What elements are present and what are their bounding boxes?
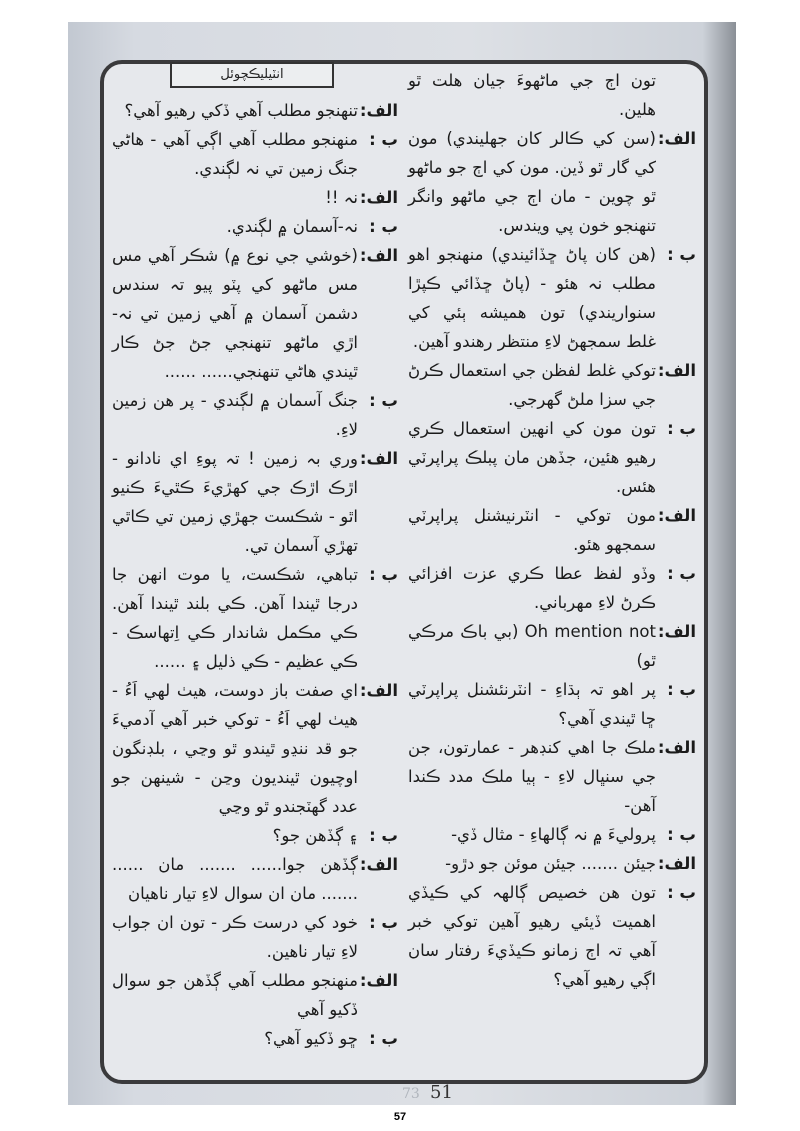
dialogue-text: تنهنجو مطلب آهي ڏکي رهيو آهي؟ <box>124 101 358 120</box>
dialogue-entry <box>112 821 398 850</box>
dialogue-text: ڳڏهن جوا...... ....... مان ...... ....... مان ان سوال لاءِ تيار ناهيان <box>112 855 358 903</box>
dialogue-text: توکي غلط لفظن جي استعمال ڪرڻ جي سزا ملڻ گهرجي. <box>408 361 656 409</box>
dialogue-entry <box>408 820 696 849</box>
dialogue-text: پروليءَ ۾ نہ ڳالهاءِ - مثال ڏي- <box>451 825 656 844</box>
speaker-label: ب : <box>667 419 696 438</box>
speaker-label: الف: <box>359 101 398 120</box>
speaker-label: ب : <box>667 883 696 902</box>
speaker-label <box>656 66 696 124</box>
dialogue-text: تون هن خصيص ڳالهہ کي ڪيڏي اهميت ڏيئي رهيو آهين توکي خبر آهي تہ اڄ زمانو ڪيڏيءَ رفتار سان اڳي رهيو آهي؟ <box>408 883 656 989</box>
dialogue-text: ملڪ جا اهي کنڊهر - عمارتون، جن جي سنڀال لاءِ - ٻيا ملڪ مدد ڪندا آهن- <box>408 738 656 815</box>
dialogue-text: جنگ آسمان ۾ لڳندي - پر هن زمين لاءِ. <box>112 391 358 439</box>
speaker-label: ب : <box>667 680 696 699</box>
dialogue-text: ۽ ڳڏهن جو؟ <box>272 826 358 845</box>
dialogue-entry <box>112 444 398 560</box>
speaker-label: ب : <box>369 565 398 584</box>
speaker-label: الف: <box>657 361 696 380</box>
dialogue-entry <box>408 240 696 356</box>
speaker-label: ب : <box>369 130 398 149</box>
speaker-label: الف: <box>657 854 696 873</box>
right-column <box>408 66 696 994</box>
dialogue-text: وڏو لفظ عطا ڪري عزت افزائي ڪرڻ لاءِ مهرباني. <box>408 564 656 612</box>
dialogue-text: منهنجو مطلب آهي ڳڏهن جو سوال ڏکيو آهي <box>112 971 358 1019</box>
speaker-label: الف: <box>359 246 398 265</box>
dialogue-entry <box>112 212 398 241</box>
dialogue-text: پر اهو تہ ٻڌاءِ - انٽرنئشنل پراپرٽي ڇا ٿيندي آهي؟ <box>408 680 656 728</box>
dialogue-entry <box>112 386 398 444</box>
speaker-label: ب : <box>369 826 398 845</box>
dialogue-text: نہ !! <box>325 188 358 207</box>
dialogue-entry <box>112 1024 398 1053</box>
speaker-label: الف: <box>359 681 398 700</box>
faint-page-number: 73 <box>402 1086 420 1102</box>
dialogue-text: جيئن ....... جيئن موئن جو دڙو- <box>445 854 656 873</box>
dialogue-entry <box>408 124 696 240</box>
speaker-label: ب : <box>369 391 398 410</box>
speaker-label: الف: <box>359 449 398 468</box>
footer-page-number: 57 <box>393 1111 407 1123</box>
dialogue-text: تون مون کي انهين استعمال ڪري رهيو هئين، جڏهن مان پبلڪ پراپرٽي هئس. <box>408 419 656 496</box>
dialogue-entry <box>408 849 696 878</box>
speaker-label: الف: <box>657 622 696 641</box>
dialogue-text: ڇو ڏکيو آهي؟ <box>264 1029 358 1048</box>
speaker-label: الف: <box>359 971 398 990</box>
book-page-number: 51 <box>430 1082 453 1103</box>
running-header: انٽيليڪچوئل <box>170 62 334 88</box>
dialogue-entry <box>408 356 696 414</box>
dialogue-text: خود کي درست ڪر - تون ان جواب لاءِ تيار ناهين. <box>112 913 358 961</box>
speaker-label: ب : <box>667 245 696 264</box>
dialogue-entry <box>112 241 398 386</box>
speaker-label: ب : <box>369 217 398 236</box>
dialogue-entry <box>408 559 696 617</box>
dialogue-text: (هن کان پاڻ ڇڏائيندي) منهنجو اهو مطلب نہ هئو - (پاڻ ڇڏائي ڪپڙا سنواريندي) تون هميشه ٻئي کي غلط سمجهڻ لاءِ منتظر رهندو آهين. <box>408 245 656 351</box>
speaker-label: الف: <box>359 855 398 874</box>
speaker-label: الف: <box>359 188 398 207</box>
dialogue-text: وري بہ زمين ! تہ پوءِ اي نادانو - اڙڪ اڙڪ جي کهڙيءَ ڪٿيءَ ڪنيو اٿو - شڪست جهڙي زمين تي ڪاٿي تهڙي آسمان تي. <box>112 449 358 555</box>
left-column <box>112 96 398 1053</box>
dialogue-entry <box>408 66 696 124</box>
dialogue-entry <box>408 878 696 994</box>
dialogue-text: (سن کي ڪالر کان جهليندي) مون کي گار ٿو ڏين. مون کي اڄ جو ماڻهو ٿو چوين - مان اڄ جي ماڻهو وانگر تنهنجو خون پي ويندس. <box>408 129 656 235</box>
dialogue-entry <box>112 908 398 966</box>
dialogue-entry <box>112 183 398 212</box>
dialogue-text: Oh mention not (بي باڪ مرڪي ٿو) <box>408 622 656 670</box>
dialogue-entry <box>112 560 398 676</box>
dialogue-entry <box>112 96 398 125</box>
dialogue-text: نہ-آسمان ۾ لڳندي. <box>226 217 358 236</box>
speaker-label: ب : <box>369 913 398 932</box>
speaker-label: الف: <box>657 506 696 525</box>
speaker-label: ب : <box>369 1029 398 1048</box>
dialogue-entry <box>112 676 398 821</box>
dialogue-entry <box>112 966 398 1024</box>
dialogue-text: منهنجو مطلب آهي اڳي آهي - هاڻي جنگ زمين تي نہ لڳندي. <box>112 130 358 178</box>
dialogue-entry <box>408 414 696 501</box>
dialogue-entry <box>112 850 398 908</box>
speaker-label: ب : <box>667 564 696 583</box>
dialogue-text: مون توکي - انٽرنيشنل پراپرٽي سمجهو هئو. <box>408 506 656 554</box>
dialogue-entry <box>408 675 696 733</box>
speaker-label: ب : <box>667 825 696 844</box>
dialogue-text: (خوشي جي نوع ۾) شڪر آهي مس مس ماڻهو کي پٽو پيو تہ سندس دشمن آسمان ۾ آهي زمين تي نہ- اڙي ماڻهو تنهنجي جڻ جڻ ڪار ٿيندي هاڻي تنهنجي...... ...... <box>112 246 358 381</box>
dialogue-entry <box>408 733 696 820</box>
dialogue-text: تون اڄ جي ماڻهوءَ جيان هلت ٿو هلين. <box>408 71 656 119</box>
dialogue-text: تباهي، شڪست، يا موت انهن جا درجا ٿيندا آهن. ڪي بلند ٿيندا آهن. ڪي مڪمل شاندار ڪي اِتهاسڪ - ڪي عظيم - ڪي ذليل ۽ ...... <box>112 565 358 671</box>
dialogue-entry <box>408 617 696 675</box>
speaker-label: الف: <box>657 738 696 757</box>
dialogue-text: اي صفت باز دوست، هيٺ لهي اَءُ - هيٺ لهي اَءُ - توکي خبر آهي آدميءَ جو قد ننڍو ٿيندو ٿو وڃي ، بلڊنگون اوچيون ٿينديون وڃن - شينهن جو عدد گهٽجندو ٿو وڃي <box>112 681 358 816</box>
speaker-label: الف: <box>657 129 696 148</box>
dialogue-entry <box>408 501 696 559</box>
dialogue-entry <box>112 125 398 183</box>
